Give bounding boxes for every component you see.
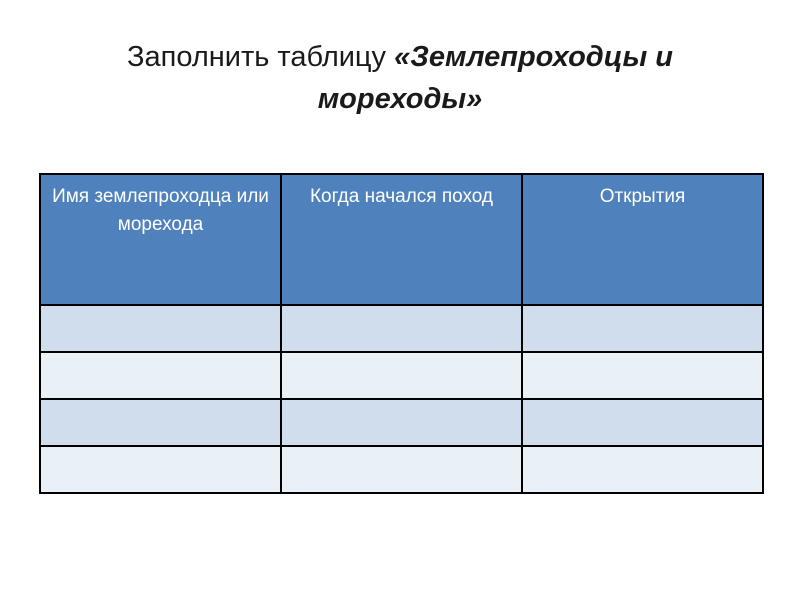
header-start-date: Когда начался поход xyxy=(281,174,522,305)
table-cell[interactable] xyxy=(281,352,522,399)
table-row xyxy=(40,446,763,493)
table-row xyxy=(40,399,763,446)
header-name: Имя землепроходца или морехода xyxy=(40,174,281,305)
slide-title xyxy=(40,36,760,120)
table-cell[interactable] xyxy=(522,305,763,352)
title-emphasis-line2: мореходы» xyxy=(317,83,483,115)
table-header-row xyxy=(40,174,763,305)
table-cell[interactable] xyxy=(281,399,522,446)
table-row xyxy=(40,352,763,399)
table-row xyxy=(40,305,763,352)
table-cell[interactable] xyxy=(281,446,522,493)
table-cell[interactable] xyxy=(40,399,281,446)
explorers-table xyxy=(39,173,764,494)
table-cell[interactable] xyxy=(522,352,763,399)
header-discoveries: Открытия xyxy=(522,174,763,305)
table-cell[interactable] xyxy=(40,305,281,352)
table-cell[interactable] xyxy=(522,446,763,493)
title-emphasis-line1: «Землепроходцы и xyxy=(394,41,673,73)
title-prefix: Заполнить таблицу xyxy=(127,41,395,73)
table-cell[interactable] xyxy=(281,305,522,352)
table-cell[interactable] xyxy=(522,399,763,446)
table-cell[interactable] xyxy=(40,446,281,493)
table-cell[interactable] xyxy=(40,352,281,399)
